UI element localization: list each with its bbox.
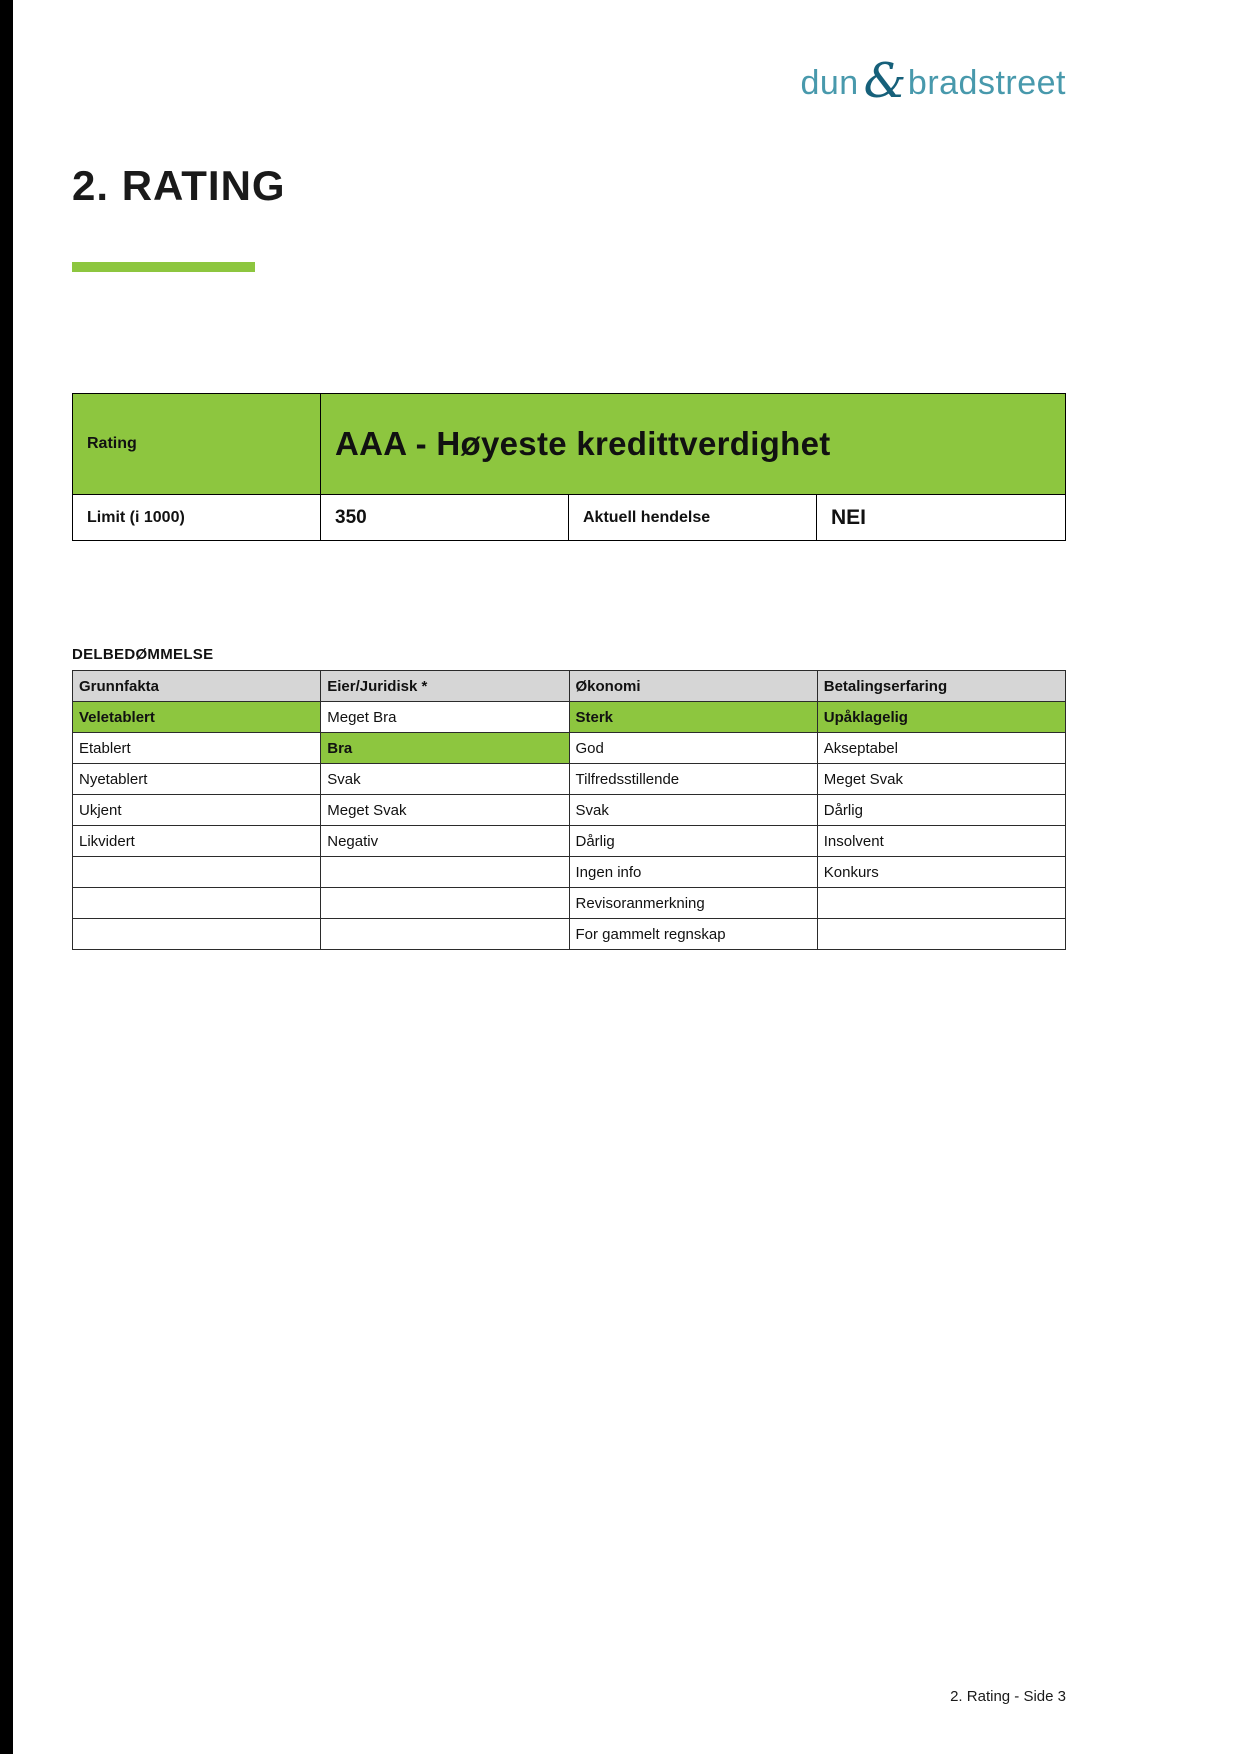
assessment-table-body [73, 702, 1066, 950]
table-cell: Insolvent [817, 826, 1065, 857]
table-cell: Akseptabel [817, 733, 1065, 764]
table-row [73, 702, 1066, 733]
logo-text-bradstreet: bradstreet [907, 64, 1066, 102]
table-cell [73, 857, 321, 888]
logo-text-dun: dun [800, 64, 859, 102]
table-cell: Likvidert [73, 826, 321, 857]
column-header-betalingserfaring: Betalingserfaring [817, 671, 1065, 702]
event-value: NEI [831, 505, 867, 529]
rating-summary-table [72, 393, 1066, 541]
table-cell: Svak [569, 795, 817, 826]
table-cell: Sterk [569, 702, 817, 733]
table-cell: Svak [321, 764, 569, 795]
table-cell: Etablert [73, 733, 321, 764]
assessment-table [72, 670, 1066, 950]
table-row [73, 795, 1066, 826]
dun-bradstreet-logo: dun & bradstreet [800, 53, 1066, 109]
table-cell [73, 888, 321, 919]
table-row [73, 764, 1066, 795]
table-cell: Upåklagelig [817, 702, 1065, 733]
limit-value: 350 [321, 495, 569, 540]
rating-value: AAA - Høyeste kredittverdighet [335, 425, 831, 462]
column-header-grunnfakta: Grunnfakta [73, 671, 321, 702]
table-cell: Meget Svak [321, 795, 569, 826]
table-cell: Ingen info [569, 857, 817, 888]
table-cell [321, 919, 569, 950]
limit-row [73, 494, 1065, 540]
table-cell [817, 888, 1065, 919]
assessment-section-title: DELBEDØMMELSE [72, 646, 214, 663]
event-label: Aktuell hendelse [569, 495, 817, 540]
table-cell: Nyetablert [73, 764, 321, 795]
table-cell: Dårlig [569, 826, 817, 857]
table-cell: For gammelt regnskap [569, 919, 817, 950]
column-header-okonomi: Økonomi [569, 671, 817, 702]
table-cell: Veletablert [73, 702, 321, 733]
table-cell [321, 857, 569, 888]
heading-accent-bar [72, 262, 255, 272]
table-row [73, 733, 1066, 764]
table-cell: Dårlig [817, 795, 1065, 826]
rating-row [73, 394, 1065, 494]
table-cell: Ukjent [73, 795, 321, 826]
table-cell: God [569, 733, 817, 764]
assessment-header-row [73, 671, 1066, 702]
page-footer: 2. Rating - Side 3 [950, 1688, 1066, 1705]
table-row [73, 826, 1066, 857]
section-heading: 2. RATING [72, 162, 286, 209]
table-cell: Meget Svak [817, 764, 1065, 795]
table-cell: Meget Bra [321, 702, 569, 733]
limit-label: Limit (i 1000) [73, 495, 321, 540]
table-cell [817, 919, 1065, 950]
table-cell: Bra [321, 733, 569, 764]
column-header-eier-juridisk: Eier/Juridisk * [321, 671, 569, 702]
rating-label: Rating [73, 394, 321, 494]
table-cell: Negativ [321, 826, 569, 857]
table-row [73, 857, 1066, 888]
table-row [73, 919, 1066, 950]
left-edge-bar [0, 0, 13, 1754]
table-cell [73, 919, 321, 950]
table-cell: Tilfredsstillende [569, 764, 817, 795]
table-row [73, 888, 1066, 919]
table-cell [321, 888, 569, 919]
table-cell: Revisoranmerkning [569, 888, 817, 919]
table-cell: Konkurs [817, 857, 1065, 888]
